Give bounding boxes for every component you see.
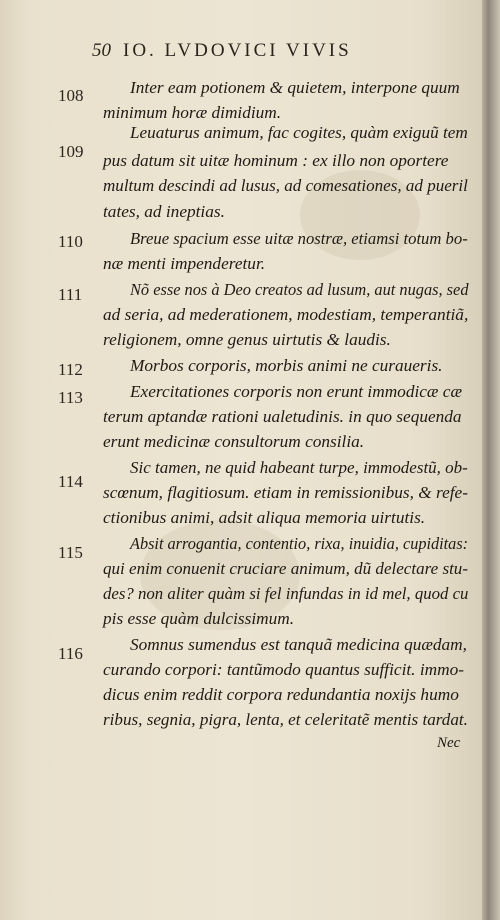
text-line: ribus, segnia, pigra, lenta, et celeritatẽ mentis tardat. — [103, 710, 468, 729]
text-line: scœnum, flagitiosum. etiam in remissionibus, & refe- — [103, 483, 468, 502]
entry-number: 108 — [58, 86, 84, 105]
text-line: qui enim conuenit cruciare animum, dũ delectare stu- — [103, 559, 469, 578]
text-line: pus datum sit uitæ hominum : ex illo non oportere — [103, 151, 449, 170]
text-line: Morbos corporis, morbis animi ne curaueris. — [130, 356, 443, 375]
running-header — [92, 40, 352, 62]
entry-number: 111 — [58, 285, 83, 304]
text-line: næ menti impenderetur. — [103, 254, 266, 273]
text-line: Somnus sumendus est tanquã medicina quædam, — [130, 635, 467, 654]
text-line: des? non aliter quàm si fel infundas in id mel, quod cu — [103, 584, 469, 603]
text-line: Sic tamen, ne quid habeant turpe, immodestũ, ob- — [130, 458, 468, 477]
text-line: Inter eam potionem & quietem, interpone quum — [130, 78, 460, 97]
entry-number: 116 — [58, 644, 83, 663]
text-line: religionem, omne genus uirtutis & laudis. — [103, 330, 391, 349]
text-line: multum descindi ad lusus, ad comesationes, ad pueril — [103, 176, 468, 195]
text-line: Leuaturus animum, fac cogites, quàm exiguũ tem — [130, 123, 468, 142]
text-line: Breue spacium esse uitæ nostræ, etiamsi totum bo- — [130, 229, 468, 248]
page-number: 50 — [92, 40, 111, 61]
text-line: minimum horæ dimidium. — [103, 103, 282, 122]
text-line: Exercitationes corporis non erunt immodicæ cæ — [130, 382, 462, 401]
entry-number: 115 — [58, 543, 83, 562]
text-line: pis esse quàm dulcissimum. — [103, 609, 295, 628]
page-edge-shadow — [482, 0, 500, 920]
entry-number: 113 — [58, 388, 83, 407]
running-title: IO. LVDOVICI VIVIS — [123, 40, 352, 61]
text-line: curando corpori: tantũmodo quantus sufficit. immo- — [103, 660, 464, 679]
text-line: dicus enim reddit corpora redundantia noxijs humo — [103, 685, 459, 704]
text-line: Absit arrogantia, contentio, rixa, inuidia, cupiditas: — [130, 534, 469, 553]
entry-number: 112 — [58, 360, 83, 379]
text-line: ad seria, ad mederationem, modestiam, temperantiã, — [103, 305, 469, 324]
catchword: Nec — [437, 735, 461, 751]
text-line: tates, ad ineptias. — [103, 202, 225, 221]
text-line: erunt medicinæ consultorum consilia. — [103, 432, 365, 451]
text-line: Nõ esse nos à Deo creatos ad lusum, aut nugas, sed — [130, 280, 469, 299]
entry-number: 109 — [58, 142, 84, 161]
entry-number: 110 — [58, 232, 83, 251]
entry-number: 114 — [58, 472, 83, 491]
text-line: terum aptandæ rationi ualetudinis. in quo sequenda — [103, 407, 462, 426]
text-line: ctionibus animi, adsit aliqua memoria uirtutis. — [103, 508, 426, 527]
